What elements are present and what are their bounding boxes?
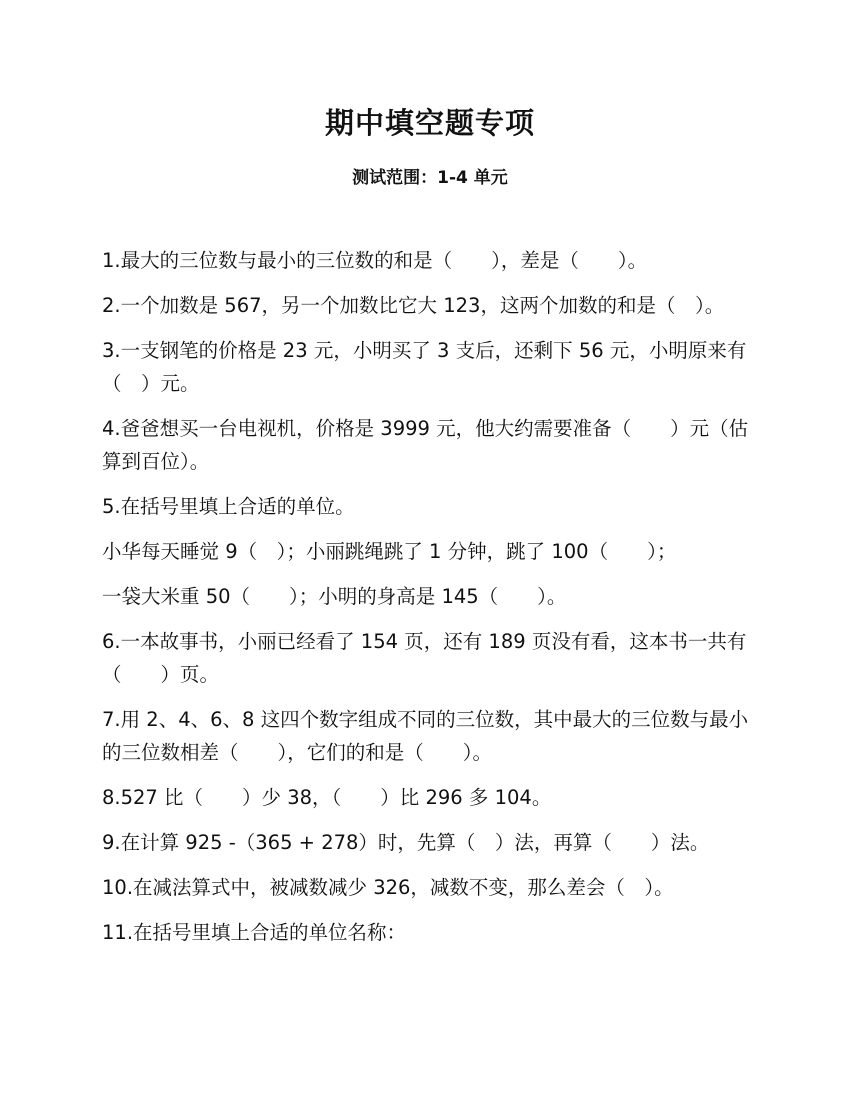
question-6: 6.一本故事书，小丽已经看了 154 页，还有 189 页没有看，这本书一共有（ ）页。 <box>102 630 747 686</box>
question-5-line-1: 小华每天睡觉 9（ ）；小丽跳绳跳了 1 分钟，跳了 100（ ）； <box>102 540 677 563</box>
question-5-line-2: 一袋大米重 50（ ）；小明的身高是 145（ ）。 <box>102 585 567 608</box>
page-subtitle: 测试范围：1-4 单元 <box>352 168 508 188</box>
question-10: 10.在减法算式中，被减数减少 326，减数不变，那么差会（ ）。 <box>102 876 674 899</box>
page-title: 期中填空题专项 <box>324 106 535 140</box>
question-7: 7.用 2、4、6、8 这四个数字组成不同的三位数，其中最大的三位数与最小的三位数相差（ ），它们的和是（ ）。 <box>102 708 749 764</box>
question-2: 2.一个加数是 567，另一个加数比它大 123，这两个加数的和是（ ）。 <box>102 294 725 317</box>
question-5: 5.在括号里填上合适的单位。 <box>102 495 355 518</box>
question-1: 1.最大的三位数与最小的三位数的和是（ ），差是（ ）。 <box>102 249 648 272</box>
question-8: 8.527 比（ ）少 38，（ ）比 296 多 104。 <box>102 786 552 809</box>
question-3: 3.一支钢笔的价格是 23 元，小明买了 3 支后，还剩下 56 元，小明原来有（ ）元。 <box>102 339 747 395</box>
question-11: 11.在括号里填上合适的单位名称： <box>102 921 407 944</box>
question-4: 4.爸爸想买一台电视机，价格是 3999 元，他大约需要准备（ ）元（估算到百位）。 <box>102 417 749 473</box>
question-9: 9.在计算 925 -（365 + 278）时，先算（ ）法，再算（ ）法。 <box>102 831 710 854</box>
question-list <box>102 244 762 961</box>
